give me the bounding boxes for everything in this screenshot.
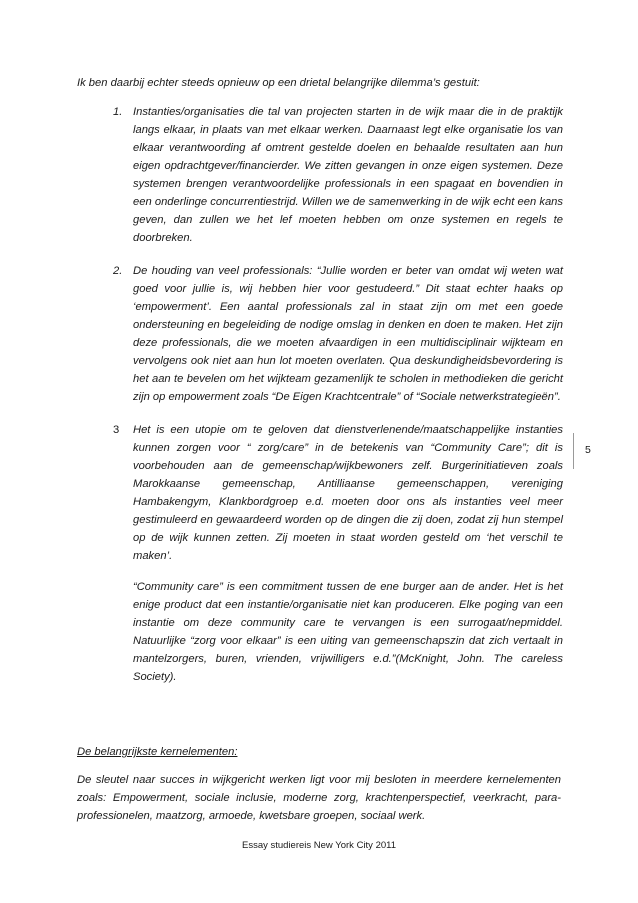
list-number-3: 3 [113,424,120,436]
list-item-2 [113,262,563,406]
list-text-2: De houding van veel professionals: “Jullie worden er beter van omdat wij weten wat goed voor jullie is, wij hebben hier voor gestudeerd.” Dit staat echter haaks op ‘empowerment’. Een aantal professionals zal in staat zijn om met een goede ondersteuning en begeleiding de nodige omslag in denken en doen te maken. Het zijn deze professionals, die we moeten afvaardigen in een multidisciplinair wijkteam en vervolgens ook niet aan hun lot moeten overlaten. Qua deskundigheidsbevordering is het aan te bevelen om het wijkteam gezamenlijk te scholen in methodieken die gericht zijn op empowerment zoals “De Eigen Krachtcentrale” of “Sociale netwerkstrategieën”. [133,265,563,403]
dilemma-list [113,103,563,701]
page-number-divider [573,433,638,469]
page-number: 5 [585,444,591,456]
list-item-3 [113,421,563,686]
list-text-1: Instanties/organisaties die tal van projecten starten in de wijk maar die in de praktijk langs elkaar, in plaats van met elkaar werken. Daarnaast legt elke organisatie los van elkaar verantwoording af omtrent gestelde doelen en behaalde resultaten aan hun eigen opdrachtgever/financierder. We zitten gevangen in onze eigen systemen. Deze systemen brengen verantwoordelijke professionals in een spagaat en bovendien in een onderlinge concurrentiestrijd. Willen we de samenwerking in de wijk echt een kans geven, dan zullen we het lef moeten hebben om onze systemen en regels te doorbreken. [133,106,563,244]
page-footer: Essay studiereis New York City 2011 [241,840,396,851]
list-item-1 [113,103,563,247]
section-heading: De belangrijkste kernelementen: [77,746,238,758]
list-number-2: 2. [113,265,123,277]
intro-paragraph: Ik ben daarbij echter steeds opnieuw op een drietal belangrijke dilemma’s gestuit: [77,77,480,89]
closing-paragraph: De sleutel naar succes in wijkgericht werken ligt voor mij besloten in meerdere kernelementen zoals: Empowerment, sociale inclusie, moderne zorg, krachtenperspectief, veerkracht, para-professionelen, maatzorg, armoede, kwetsbare groepen, sociaal werk. [77,774,561,822]
list-text-3: Het is een utopie om te geloven dat dienstverlenende/maatschappelijke instanties kunnen zorgen voor “ zorg/care” in de betekenis van “Community Care”; dit is voorbehouden aan de gemeenschap/wijkbewoners zelf. Burgerinitiatieven zoals Marokkaanse gemeenschap, Antilliaanse gemeenschappen, vereniging Hambakengym, Klankbordgroep e.d. moeten door ons als instanties veel meer gestimuleerd en gewaardeerd worden op de dingen die zij doen, zodat zij hun stempel op de wijk kunnen zetten. Zij moeten in staat worden gesteld om ‘het verschil te maken’. [133,424,563,562]
community-care-quote: “Community care” is een commitment tussen de ene burger aan de ander. Het is het enige product dat een instantie/organisatie niet kan produceren. Elke poging van een instantie om deze community care te vervangen is een surrogaat/nepmiddel. Natuurlijke “zorg voor elkaar” is een uiting van gemeenschapszin dat zich vertaalt in mantelzorgers, buren, vrienden, vrijwilligers e.d.”(McKnight, John. The careless Society). [133,581,563,683]
list-number-1: 1. [113,106,123,118]
